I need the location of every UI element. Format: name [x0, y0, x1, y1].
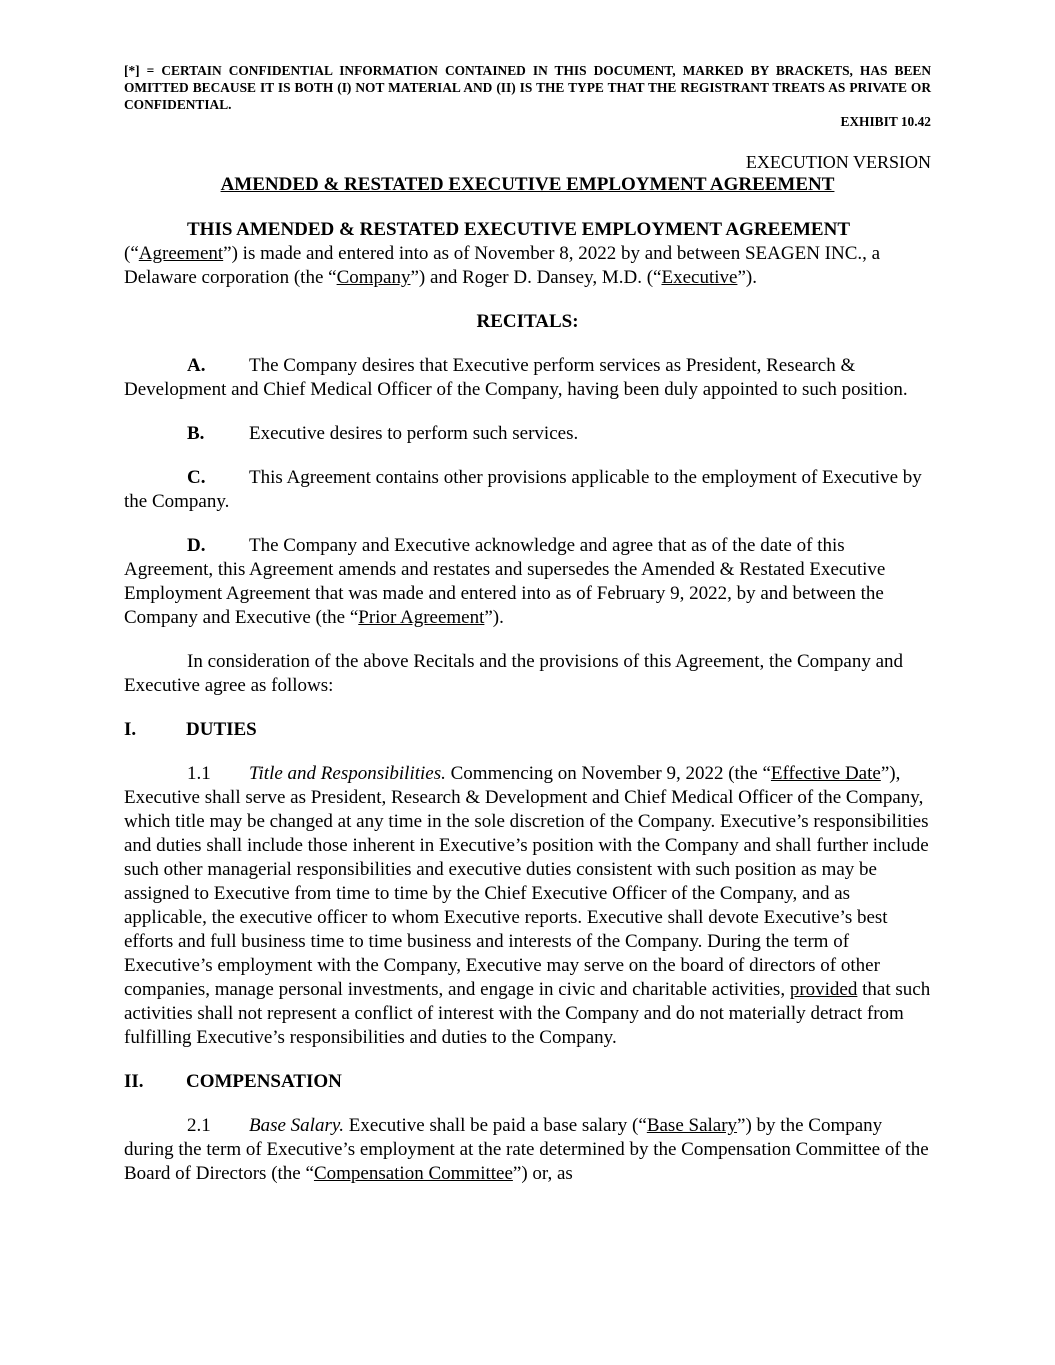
section-number: II. — [124, 1071, 144, 1092]
clause-title: Base Salary. — [249, 1115, 344, 1136]
clause-2-1 — [124, 1114, 931, 1186]
exhibit-number: EXHIBIT 10.42 — [840, 114, 931, 129]
consideration-paragraph: In consideration of the above Recitals and the provisions of this Agreement, the Company and Executive agree as follows: — [124, 651, 904, 696]
recital-a-text: The Company desires that Executive perform services as President, Research & Development and Chief Medical Officer of the Company, having been duly appointed to such position. — [124, 355, 908, 400]
intro-text: (“ — [124, 243, 139, 264]
intro-paragraph — [124, 218, 931, 290]
recital-a — [124, 354, 931, 402]
intro-text: ”) and Roger D. Dansey, M.D. (“ — [410, 267, 662, 288]
recital-b — [124, 422, 931, 446]
recital-c-text: This Agreement contains other provisions applicable to the employment of Executive by the Company. — [124, 467, 922, 512]
recital-d-text: The Company and Executive acknowledge and agree that as of the date of this Agreement, this Agreement amends and restates and supersedes the Amended & Restated Executive Employment Agreement that was made and entered into as of February 9, 2022, by and between the Company and Executive (the “ — [124, 535, 886, 628]
clause-title: Title and Responsibilities. — [249, 763, 446, 784]
defined-term-effective-date: Effective Date — [770, 763, 881, 784]
section-title: DUTIES — [186, 719, 257, 740]
defined-term-compensation-committee: Compensation Committee — [313, 1163, 513, 1184]
clause-text: Commencing on November 9, 2022 (the “ — [445, 763, 771, 784]
intro-text: ”). — [737, 267, 757, 288]
recital-d-text: ”). — [484, 607, 504, 628]
clause-text: Executive shall be paid a base salary (“ — [344, 1115, 647, 1136]
defined-term-executive: Executive — [661, 267, 738, 288]
recital-b-label: B. — [187, 423, 205, 444]
defined-term-prior-agreement: Prior Agreement — [358, 607, 485, 628]
intro-text: ”) is made and entered into as of November 8, 2022 by and between SEAGEN INC., a Delaware corporation (the “ — [124, 243, 881, 288]
agreement-title: AMENDED & RESTATED EXECUTIVE EMPLOYMENT AGREEMENT — [220, 174, 835, 195]
recital-a-label: A. — [187, 355, 206, 376]
execution-version-label: EXECUTION VERSION — [745, 152, 931, 172]
term-provided: provided — [789, 979, 858, 1000]
recital-d-label: D. — [187, 535, 206, 556]
clause-number: 2.1 — [187, 1115, 211, 1136]
defined-term-agreement: Agreement — [138, 243, 224, 264]
clause-text: ”) or, as — [512, 1163, 573, 1184]
section-heading-duties — [124, 718, 931, 742]
recital-b-text: Executive desires to perform such services. — [249, 423, 579, 444]
clause-1-1 — [124, 762, 931, 1050]
clause-text: ”) by the Company during the term of Executive’s employment at the rate determined by the Compensation Committee of the Board of Directors (the “ — [124, 1115, 929, 1184]
confidentiality-notice: [*] = CERTAIN CONFIDENTIAL INFORMATION CONTAINED IN THIS DOCUMENT, MARKED BY BRACKETS, HAS BEEN OMITTED BECAUSE IT IS BOTH (I) NOT MATERIAL AND (II) IS THE TYPE THAT THE REGISTRANT TREATS AS PRIVATE OR CONFIDENTIAL. — [124, 63, 931, 112]
recital-d — [124, 534, 931, 630]
recitals-heading: RECITALS: — [476, 311, 579, 332]
section-title: COMPENSATION — [186, 1071, 342, 1092]
defined-term-company: Company — [336, 267, 411, 288]
section-heading-compensation — [124, 1070, 931, 1094]
clause-number: 1.1 — [187, 763, 211, 784]
section-number: I. — [124, 719, 137, 740]
recital-c — [124, 466, 931, 514]
recital-c-label: C. — [187, 467, 206, 488]
clause-text: ”), Executive shall serve as President, Research & Development and Chief Medical Officer of the Company, which title may be changed at any time in the sole discretion of the Company. Executive’s responsibilities and duties shall include those inherent in Executive’s position with the Company and shall further include such other managerial responsibilities and executive duties consistent with such position as may be assigned to Executive from time to time by the Chief Executive Officer of the Company, and as applicable, the executive officer to whom Executive reports. Executive shall devote Executive’s best efforts and full business time to time business and interests of the Company. During the term of Executive’s employment with the Company, Executive may serve on the board of directors of other companies, manage personal investments, and engage in civic and charitable activities, — [124, 763, 929, 1000]
defined-term-base-salary: Base Salary — [646, 1115, 738, 1136]
clause-text: that such activities shall not represent a conflict of interest with the Company and do not materially detract from fulfilling Executive’s responsibilities and duties to the Company. — [124, 979, 931, 1048]
intro-bold-lead: THIS AMENDED & RESTATED EXECUTIVE EMPLOYMENT AGREEMENT — [187, 219, 850, 240]
